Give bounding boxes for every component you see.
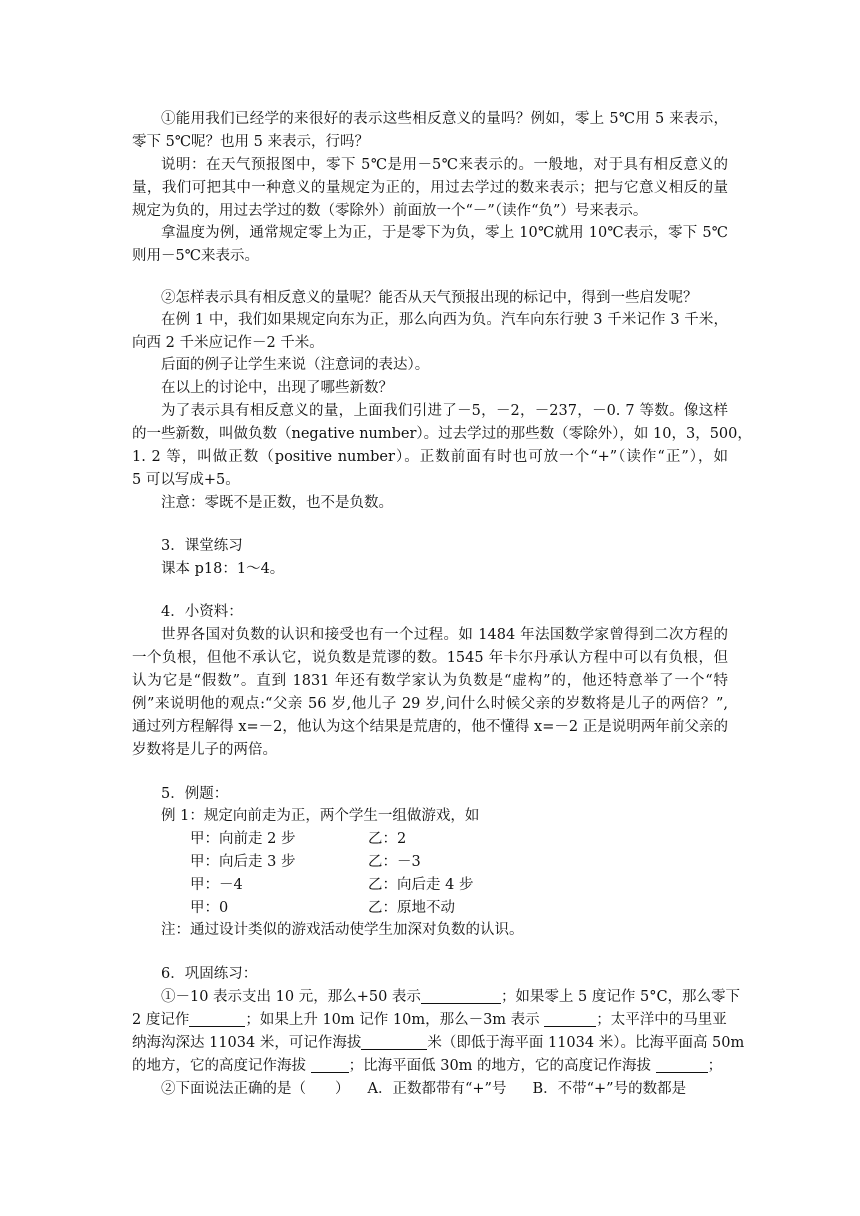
paragraph-1-line-1: ①能用我们已经学的来很好的表示这些相反意义的量吗？例如，零上 5℃用 5 来表示， bbox=[161, 111, 728, 127]
section-4-line-4: 例”来说明他的观点:“父亲 56 岁,他儿子 29 岁,问什么时候父亲的岁数将是儿子的两倍？”, bbox=[132, 696, 728, 712]
paragraph-5-line-1: 在例 1 中，我们如果规定向东为正，那么向西为负。汽车向东行驶 3 千米记作 3 千米， bbox=[161, 312, 728, 328]
answer-blank-4[interactable] bbox=[361, 1034, 427, 1050]
game-row-2-b: 乙：－3 bbox=[368, 854, 421, 870]
option-a[interactable]: A．正数都带有“+”号 bbox=[367, 1081, 507, 1097]
section-5-title: 5．例题： bbox=[161, 786, 229, 802]
section-4-line-1: 世界各国对负数的认识和接受也有一个过程。如 1484 年法国数学家曾得到二次方程的 bbox=[161, 627, 728, 643]
exercise-3-text-b: 米（即低于海平面 11034 米）。比海平面高 50m bbox=[427, 1035, 745, 1051]
paragraph-2-line-2: 量，我们可把其中一种意义的量规定为正的，用过去学过的数来表示；把与它意义相反的量 bbox=[132, 180, 728, 196]
exercise-line-1 bbox=[161, 987, 740, 1007]
paragraph-1-line-2: 零下 5℃呢？也用 5 来表示，行吗？ bbox=[132, 134, 369, 150]
exercise-5-question: ②下面说法正确的是（ ） bbox=[161, 1081, 350, 1097]
paragraph-8-line-4: 5 可以写成+5。 bbox=[132, 472, 240, 488]
paragraph-7: 在以上的讨论中，出现了哪些新数？ bbox=[161, 380, 393, 396]
exercise-2-text-c: ；太平洋中的马里亚 bbox=[596, 1012, 727, 1028]
paragraph-8-line-1: 为了表示具有相反意义的量，上面我们引进了－5，－2，－237，－0. 7 等数。像这样 bbox=[161, 403, 728, 419]
exercise-line-5 bbox=[161, 1079, 686, 1099]
paragraph-6: 后面的例子让学生来说（注意词的表达）。 bbox=[161, 357, 430, 373]
option-b[interactable]: B．不带“+”号的数都是 bbox=[532, 1081, 687, 1097]
answer-blank-1[interactable] bbox=[421, 988, 501, 1004]
exercise-line-2 bbox=[132, 1010, 727, 1030]
exercise-1-text-a: ①－10 表示支出 10 元，那么+50 表示 bbox=[161, 989, 421, 1005]
game-row-2-a: 甲：向后走 3 步 bbox=[190, 854, 296, 870]
paragraph-3-line-2: 则用－5℃来表示。 bbox=[132, 248, 259, 264]
section-4-line-2: 一个负根，但他不承认它，说负数是荒谬的数。1545 年卡尔丹承认方程中可以有负根，但 bbox=[132, 650, 728, 666]
exercise-2-text-b: ；如果上升 10m 记作 10m，那么－3m 表示 bbox=[245, 1012, 545, 1028]
section-3-body: 课本 p18：1～4。 bbox=[161, 561, 285, 577]
section-4-line-6: 岁数将是儿子的两倍。 bbox=[132, 742, 277, 758]
section-6-title: 6．巩固练习： bbox=[161, 966, 258, 982]
paragraph-5-line-2: 向西 2 千米应记作－2 千米。 bbox=[132, 335, 324, 351]
game-row-3-b: 乙：向后走 4 步 bbox=[368, 877, 474, 893]
exercise-line-4 bbox=[132, 1056, 722, 1076]
section-3-title: 3．课堂练习 bbox=[161, 538, 243, 554]
game-row-3-a: 甲：－4 bbox=[190, 877, 243, 893]
game-row-4-a: 甲：0 bbox=[190, 900, 229, 916]
game-row-1-b: 乙：2 bbox=[368, 831, 407, 847]
paragraph-8-line-3: 1. 2 等，叫做正数（positive number）。正数前面有时也可放一个“+”（读作“正”），如 bbox=[132, 449, 728, 465]
answer-blank-3[interactable] bbox=[544, 1011, 596, 1027]
section-4-line-5: 通过列方程解得 x=－2，他认为这个结果是荒唐的，他不懂得 x=－2 正是说明两年前父亲的 bbox=[132, 719, 728, 735]
exercise-4-text-b: ；比海平面低 30m 的地方，它的高度记作海拔 bbox=[348, 1058, 656, 1074]
paragraph-2-line-1: 说明：在天气预报图中，零下 5℃是用－5℃来表示的。一般地，对于具有相反意义的 bbox=[161, 157, 728, 173]
game-row-4-b: 乙：原地不动 bbox=[368, 900, 455, 916]
exercise-1-text-b: ；如果零上 5 度记作 5°C，那么零下 bbox=[500, 989, 741, 1005]
paragraph-8-line-2: 的一些新数，叫做负数（negative number）。过去学过的那些数（零除外），如 10，3，500， bbox=[132, 426, 752, 442]
paragraph-4: ②怎样表示具有相反意义的量呢？能否从天气预报出现的标记中，得到一些启发呢？ bbox=[161, 290, 698, 306]
section-4-title: 4．小资料： bbox=[161, 604, 243, 620]
exercise-line-3 bbox=[132, 1033, 744, 1053]
paragraph-3-line-1: 拿温度为例，通常规定零上为正，于是零下为负，零上 10℃就用 10℃表示，零下 5℃ bbox=[161, 225, 728, 241]
game-row-1-a: 甲：向前走 2 步 bbox=[190, 831, 296, 847]
answer-blank-6[interactable] bbox=[656, 1057, 708, 1073]
exercise-4-text-a: 的地方，它的高度记作海拔 bbox=[132, 1058, 311, 1074]
exercise-3-text-a: 纳海沟深达 11034 米，可记作海拔 bbox=[132, 1035, 362, 1051]
section-4-line-3: 认为它是“假数”。直到 1831 年还有数学家认为负数是“虚构”的，他还特意举了一个“特 bbox=[132, 673, 728, 689]
section-5-note: 注：通过设计类似的游戏活动使学生加深对负数的认识。 bbox=[161, 922, 524, 938]
answer-blank-2[interactable] bbox=[189, 1011, 245, 1027]
exercise-2-text-a: 2 度记作 bbox=[132, 1012, 190, 1028]
exercise-4-text-c: ； bbox=[707, 1058, 723, 1074]
paragraph-9-note: 注意：零既不是正数，也不是负数。 bbox=[161, 495, 393, 511]
answer-blank-5[interactable] bbox=[311, 1057, 349, 1073]
paragraph-2-line-3: 规定为负的，用过去学过的数（零除外）前面放一个“－”（读作“负”）号来表示。 bbox=[132, 203, 648, 219]
section-5-intro: 例 1：规定向前走为正，两个学生一组做游戏，如 bbox=[161, 808, 480, 824]
